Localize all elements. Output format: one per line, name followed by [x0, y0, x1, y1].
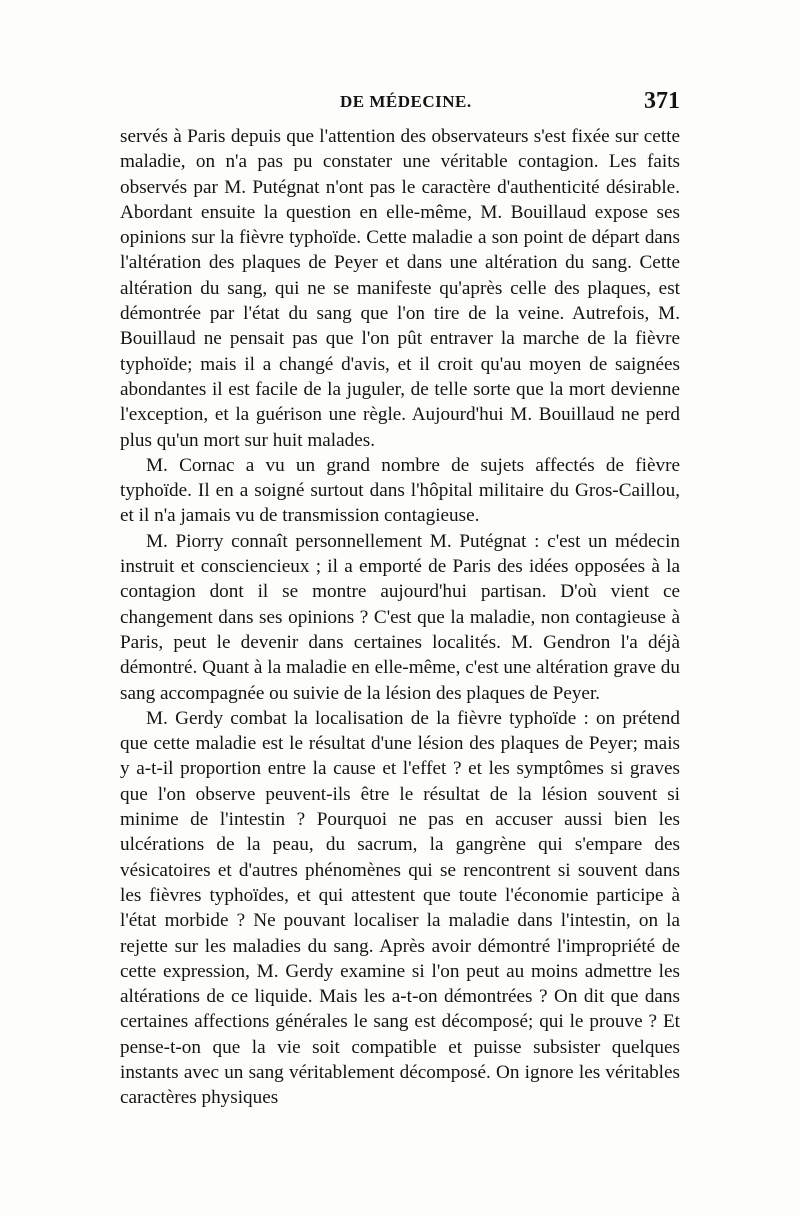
running-head — [130, 88, 680, 120]
paragraph-continuation: servés à Paris depuis que l'attention des observateurs s'est fixée sur cette maladie, on n'a pas pu constater une véritable contagion. Les faits observés par M. Putégnat n'ont pas le caractère d'authenticité désirable. Abordant ensuite la question en elle-même, M. Bouillaud expose ses opinions sur la fièvre typhoïde. Cette maladie a son point de départ dans l'altération des plaques de Peyer et dans une altération du sang. Cette altération du sang, qui ne se manifeste qu'après celle des plaques, est démontrée par l'état du sang que l'on tire de la veine. Autrefois, M. Bouillaud ne pensait pas que l'on pût entraver la marche de la fièvre typhoïde; mais il a changé d'avis, et il croit qu'au moyen de saignées abondantes il est facile de la juguler, de telle sorte que la mort devienne l'exception, et la guérison une règle. Aujourd'hui M. Bouillaud ne perd plus qu'un mort sur huit malades. — [120, 126, 680, 451]
paragraph-gerdy: M. Gerdy combat la localisation de la fièvre typhoïde : on prétend que cette maladie est le résultat d'une lésion des plaques de Peyer; mais y a-t-il proportion entre la cause et l'effet ? et les symptômes si graves que l'on observe peuvent-ils être le résultat de la lésion souvent si minime de l'intestin ? Pourquoi ne pas en accuser aussi bien les ulcérations de la peau, du sacrum, la gangrène qui s'empare des vésicatoires et d'autres phénomènes qui se rencontrent si souvent dans les fièvres typhoïdes, et qui attestent que toute l'économie participe à l'état morbide ? Ne pouvant localiser la maladie dans l'intestin, on la rejette sur les maladies du sang. Après avoir démontré l'impropriété de cette expression, M. Gerdy examine si l'on peut au moins admettre les altérations de ce liquide. Mais les a-t-on démontrées ? On dit que dans certaines affections générales le sang est décomposé; qui le prouve ? Et pense-t-on que la vie soit compatible et puisse subsister quelques instants avec un sang véritablement décomposé. On ignore les véritables caractères physiques — [120, 707, 680, 1109]
body-text — [120, 124, 680, 1111]
paragraph-cornac: M. Cornac a vu un grand nombre de sujets affectés de fièvre typhoïde. Il en a soigné surtout dans l'hôpital militaire du Gros-Caillou, et il n'a jamais vu de transmission contagieuse. — [120, 454, 680, 527]
page-number: 371 — [644, 88, 680, 114]
running-title: DE MÉDECINE. — [340, 92, 472, 111]
paragraph-piorry: M. Piorry connaît personnellement M. Putégnat : c'est un médecin instruit et consciencieux ; il a emporté de Paris des idées opposées à la contagion dont il se montre aujourd'hui partisan. D'où vient ce changement dans ses opinions ? C'est que la maladie, non contagieuse à Paris, peut le devenir dans certaines localités. M. Gendron l'a déjà démontré. Quant à la maladie en elle-même, c'est une altération grave du sang accompagnée ou suivie de la lésion des plaques de Peyer. — [120, 530, 680, 704]
